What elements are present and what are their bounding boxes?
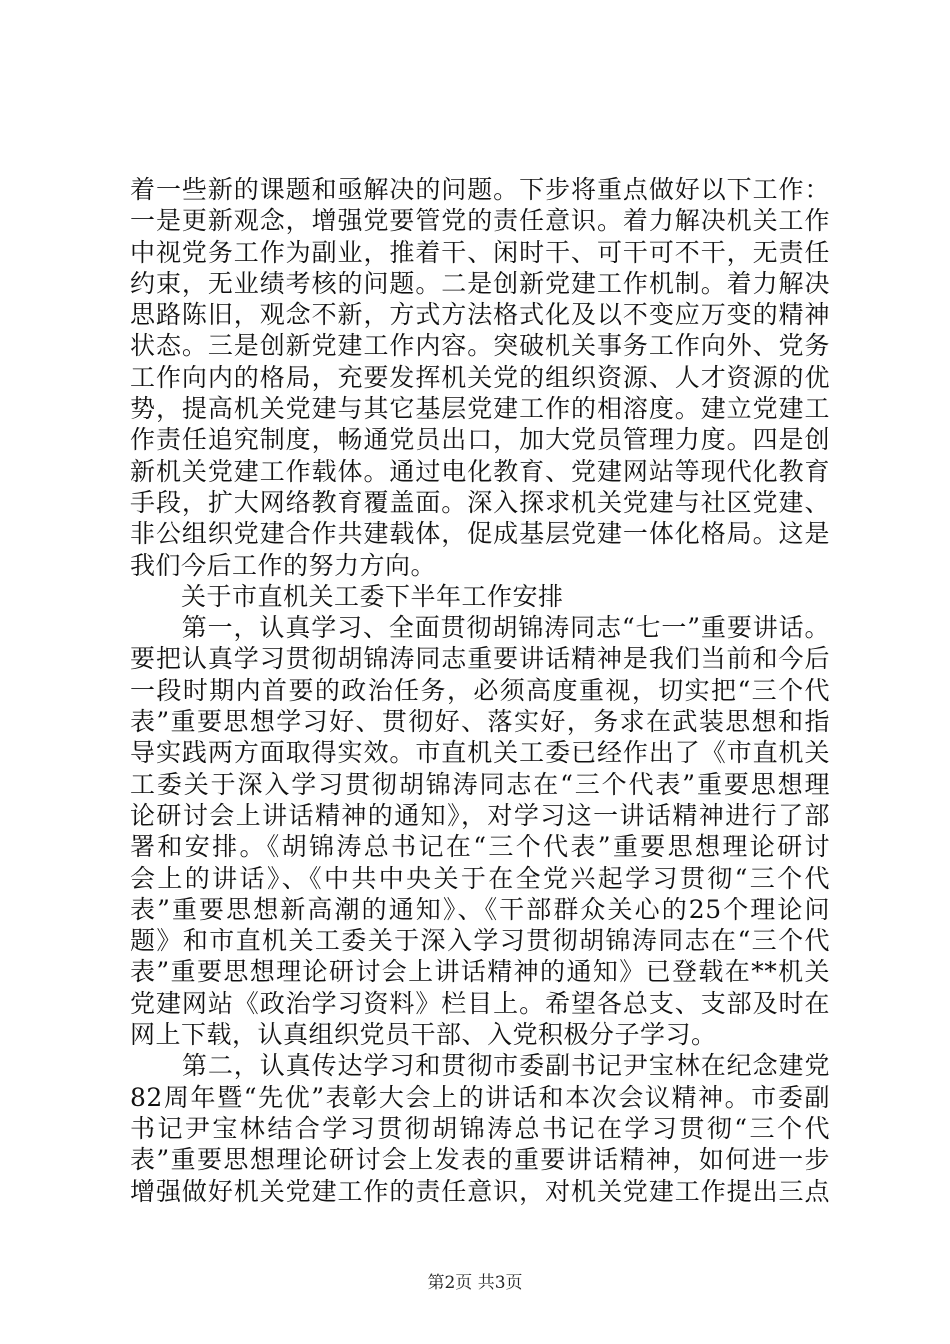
text-line: 工委关于深入学习贯彻胡锦涛同志在“三个代表”重要思想理 — [130, 769, 830, 799]
page-number: 第2页 共3页 — [427, 1273, 523, 1293]
document-body — [130, 174, 830, 1207]
text-line: 一段时期内首要的政治任务，必须高度重视，切实把“三个代 — [130, 675, 830, 705]
text-line: 党建网站《政治学习资料》栏目上。希望各总支、支部及时在 — [130, 988, 830, 1018]
text-line: 作责任追究制度，畅通党员出口，加大党员管理力度。四是创 — [130, 425, 830, 455]
text-line: 网上下载，认真组织党员干部、入党积极分子学习。 — [130, 1020, 717, 1050]
text-line: 中视党务工作为副业，推着干、闲时干、可干可不干，无责任 — [130, 237, 830, 267]
text-line: 手段，扩大网络教育覆盖面。深入探求机关党建与社区党建、 — [130, 487, 830, 517]
text-line: 表”重要思想学习好、贯彻好、落实好，务求在武装思想和指 — [130, 707, 830, 737]
text-line: 着一些新的课题和亟解决的问题。下步将重点做好以下工作： — [130, 175, 830, 204]
text-line: 新机关党建工作载体。通过电化教育、党建网站等现代化教育 — [130, 456, 830, 486]
text-line: 书记尹宝林结合学习贯彻胡锦涛总书记在学习贯彻“三个代 — [130, 1113, 830, 1143]
text-line: 工作向内的格局，充要发挥机关党的组织资源、人才资源的优 — [130, 362, 830, 392]
page-footer — [0, 1268, 950, 1293]
text-line: 我们今后工作的努力方向。 — [130, 550, 437, 580]
text-line: 论研讨会上讲话精神的通知》，对学习这一讲话精神进行了部 — [130, 800, 830, 830]
text-line: 第一，认真学习、全面贯彻胡锦涛同志“七一”重要讲话。 — [130, 613, 830, 643]
text-line: 要把认真学习贯彻胡锦涛同志重要讲话精神是我们当前和今后 — [130, 644, 830, 674]
text-line: 表”重要思想理论研讨会上发表的重要讲话精神，如何进一步 — [130, 1145, 830, 1175]
text-line: 会上的讲话》、《中共中央关于在全党兴起学习贯彻“三个代 — [130, 863, 830, 893]
text-line: 表”重要思想新高潮的通知》、《干部群众关心的25个理论问 — [130, 894, 830, 924]
text-line: 题》和市直机关工委关于深入学习贯彻胡锦涛同志在“三个代 — [130, 926, 830, 956]
text-line: 导实践两方面取得实效。市直机关工委已经作出了《市直机关 — [130, 738, 830, 768]
text-line: 署和安排。《胡锦涛总书记在“三个代表”重要思想理论研讨 — [130, 832, 830, 862]
text-line: 表”重要思想理论研讨会上讲话精神的通知》已登载在**机关 — [130, 957, 830, 987]
text-line: 状态。三是创新党建工作内容。突破机关事务工作向外、党务 — [130, 331, 830, 361]
text-line: 思路陈旧，观念不新，方式方法格式化及以不变应万变的精神 — [130, 300, 830, 330]
text-line: 第二，认真传达学习和贯彻市委副书记尹宝林在纪念建党 — [130, 1051, 830, 1081]
text-line: 约束，无业绩考核的问题。二是创新党建工作机制。着力解决 — [130, 268, 830, 298]
text-line: 82周年暨“先优”表彰大会上的讲话和本次会议精神。市委副 — [130, 1082, 830, 1112]
text-line: 势，提高机关党建与其它基层党建工作的相溶度。建立党建工 — [130, 394, 830, 424]
section-heading: 关于市直机关工委下半年工作安排 — [130, 581, 564, 611]
text-line: 非公组织党建合作共建载体，促成基层党建一体化格局。这是 — [130, 519, 830, 549]
text-line: 一是更新观念，增强党要管党的责任意识。着力解决机关工作 — [130, 206, 830, 236]
text-line: 增强做好机关党建工作的责任意识，对机关党建工作提出三点 — [130, 1176, 830, 1206]
